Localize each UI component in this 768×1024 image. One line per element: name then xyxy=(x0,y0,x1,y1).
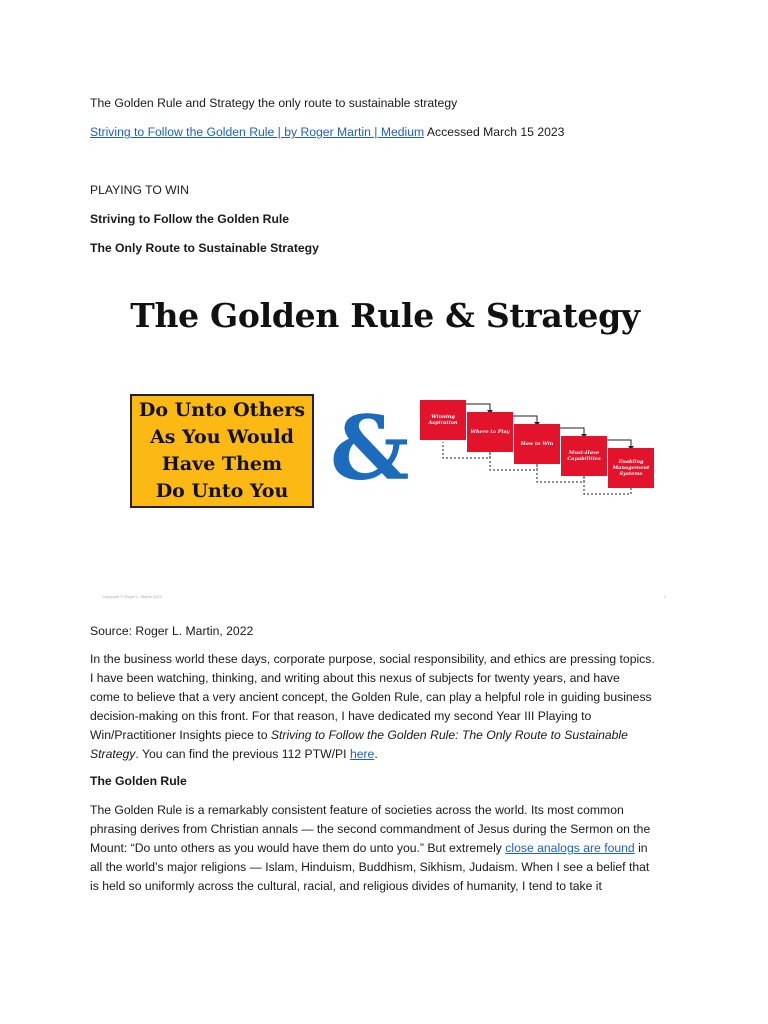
document-title-line: The Golden Rule and Strategy the only route to sustainable strategy xyxy=(90,96,458,110)
text-line: all the world’s major religions — Islam, Hinduism, Buddhism, Sikhism, Judaism. When I see a belief that xyxy=(90,860,650,874)
section-heading: The Golden Rule xyxy=(90,774,187,788)
golden-rule-line: As You Would xyxy=(150,426,294,448)
accessed-date: Accessed March 15 2023 xyxy=(424,125,565,139)
intro-paragraph xyxy=(90,650,680,764)
text-span: Win/Practitioner Insights piece to xyxy=(90,728,271,742)
strategy-choice-cascade xyxy=(420,400,670,500)
cascade-step-how-to-win: How to Win xyxy=(514,424,560,464)
medium-article-link[interactable]: Striving to Follow the Golden Rule | by Roger Martin | Medium xyxy=(90,125,425,139)
cascade-step-management-systems: Enabling Management Systems xyxy=(608,448,654,488)
cascade-step-capabilities: Must-Have Capabilities xyxy=(561,436,607,476)
golden-rule-line: Do Unto Others xyxy=(138,399,306,421)
golden-rule-box xyxy=(130,394,314,508)
cascade-step-winning-aspiration: Winning Aspiration xyxy=(420,400,466,440)
figure-copyright: Copyright © Roger L. Martin 2022 xyxy=(102,594,162,599)
text-line: In the business world these days, corporate purpose, social responsibility, and ethics are pressing topics. xyxy=(90,652,655,666)
figure-caption: Source: Roger L. Martin, 2022 xyxy=(90,624,254,638)
close-analogs-link[interactable]: close analogs are found xyxy=(505,841,635,855)
ampersand-glyph: & xyxy=(330,396,410,500)
golden-rule-paragraph xyxy=(90,801,680,896)
kicker: PLAYING TO WIN xyxy=(90,183,189,197)
text-line xyxy=(90,745,680,764)
text-line: phrasing derives from Christian annals — the second commandment of Jesus during the Sermon on the xyxy=(90,822,651,836)
text-line: is held so uniformly across the cultural, racial, and religious divides of humanity, I tend to take it xyxy=(90,879,602,893)
article-title-italic: Striving to Follow the Golden Rule: The Only Route to Sustainable xyxy=(270,728,628,742)
cascade-step-where-to-play: Where to Play xyxy=(467,412,513,452)
figure-page-number: 1 xyxy=(663,594,666,599)
article-title-italic: Strategy xyxy=(90,747,136,761)
text-line: decision-making on this front. For that reason, I have dedicated my second Year III Playing to xyxy=(90,709,592,723)
subheadline: The Only Route to Sustainable Strategy xyxy=(90,241,319,255)
source-line xyxy=(90,124,564,140)
previous-pieces-link[interactable]: here xyxy=(349,747,375,761)
text-line: come to believe that a very ancient concept, the Golden Rule, can play a helpful role in guiding business xyxy=(90,690,652,704)
text-line xyxy=(90,726,680,745)
headline: Striving to Follow the Golden Rule xyxy=(90,212,290,226)
text-line: I have been watching, thinking, and writing about this nexus of subjects for twenty years, and have xyxy=(90,671,620,685)
text-line: The Golden Rule is a remarkably consistent feature of societies across the world. Its most common xyxy=(90,803,624,817)
text-span: in xyxy=(634,841,648,855)
golden-rule-line: Do Unto You xyxy=(155,480,289,502)
text-span: Mount: “Do unto others as you would have them do unto you.” But extremely xyxy=(90,841,506,855)
figure-title: The Golden Rule & Strategy xyxy=(130,296,640,335)
text-line xyxy=(90,839,680,858)
text-span: . xyxy=(374,747,378,761)
golden-rule-line: Have Them xyxy=(161,453,283,475)
text-span: . You can find the previous 112 PTW/PI xyxy=(135,747,350,761)
golden-rule-strategy-figure xyxy=(90,286,680,606)
